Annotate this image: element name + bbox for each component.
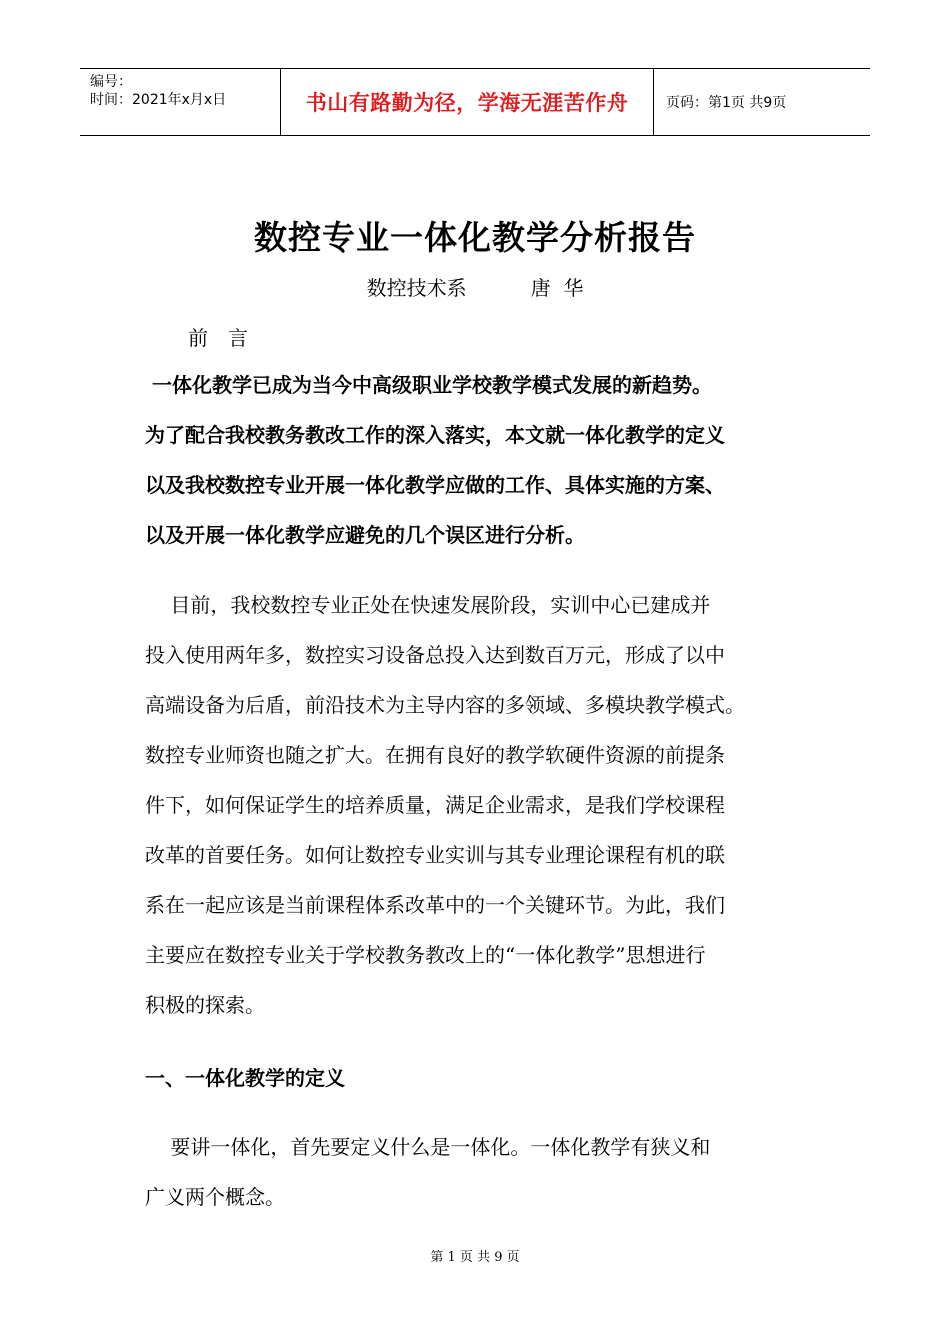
header-motto: 书山有路勤为径，学海无涯苦作舟 (281, 69, 654, 135)
text-line: 要讲一体化，首先要定义什么是一体化。一体化教学有狭义和 (145, 1135, 711, 1159)
text-line: 以及开展一体化教学应避免的几个误区进行分析。 (145, 523, 585, 547)
time-label: 时间：2021年x月x日 (90, 92, 227, 108)
text-line: 数控专业师资也随之扩大。在拥有良好的教学软硬件资源的前提条 (145, 743, 725, 767)
text-line: 系在一起应该是当前课程体系改革中的一个关键环节。为此，我们 (145, 893, 725, 917)
text-line: 一体化教学已成为当今中高级职业学校教学模式发展的新趋势。 (145, 373, 712, 397)
text-line: 改革的首要任务。如何让数控专业实训与其专业理论课程有机的联 (145, 843, 725, 867)
preface-heading: 前言 (188, 326, 268, 350)
document-header (80, 68, 870, 136)
text-line: 目前，我校数控专业正处在快速发展阶段，实训中心已建成并 (145, 593, 711, 617)
text-line: 广义两个概念。 (145, 1185, 285, 1209)
text-line: 以及我校数控专业开展一体化教学应做的工作、具体实施的方案、 (145, 473, 725, 497)
page-footer: 第 1 页 共 9 页 (430, 1250, 520, 1265)
header-meta (80, 69, 281, 135)
text-line: 主要应在数控专业关于学校教务教改上的“一体化教学”思想进行 (145, 943, 706, 967)
text-line: 为了配合我校教务教改工作的深入落实，本文就一体化教学的定义 (145, 423, 725, 447)
text-line: 投入使用两年多，数控实习设备总投入达到数百万元，形成了以中 (145, 643, 725, 667)
abstract-paragraph (145, 360, 815, 560)
text-line: 高端设备为后盾，前沿技术为主导内容的多领域、多模块教学模式。 (145, 693, 745, 717)
document-title: 数控专业一体化教学分析报告 (254, 218, 696, 257)
intro-paragraph (145, 580, 815, 1030)
header-page-info: 页码：第1页 共9页 (666, 95, 787, 111)
section-1-heading: 一、一体化教学的定义 (145, 1066, 345, 1090)
number-label: 编号： (90, 74, 132, 90)
text-line: 件下，如何保证学生的培养质量，满足企业需求，是我们学校课程 (145, 793, 725, 817)
author-line (0, 272, 950, 301)
text-line: 积极的探索。 (145, 993, 265, 1017)
section-1-paragraph (145, 1122, 815, 1222)
author-name: 唐 华 (530, 276, 584, 300)
department-name: 数控技术系 (366, 276, 467, 300)
